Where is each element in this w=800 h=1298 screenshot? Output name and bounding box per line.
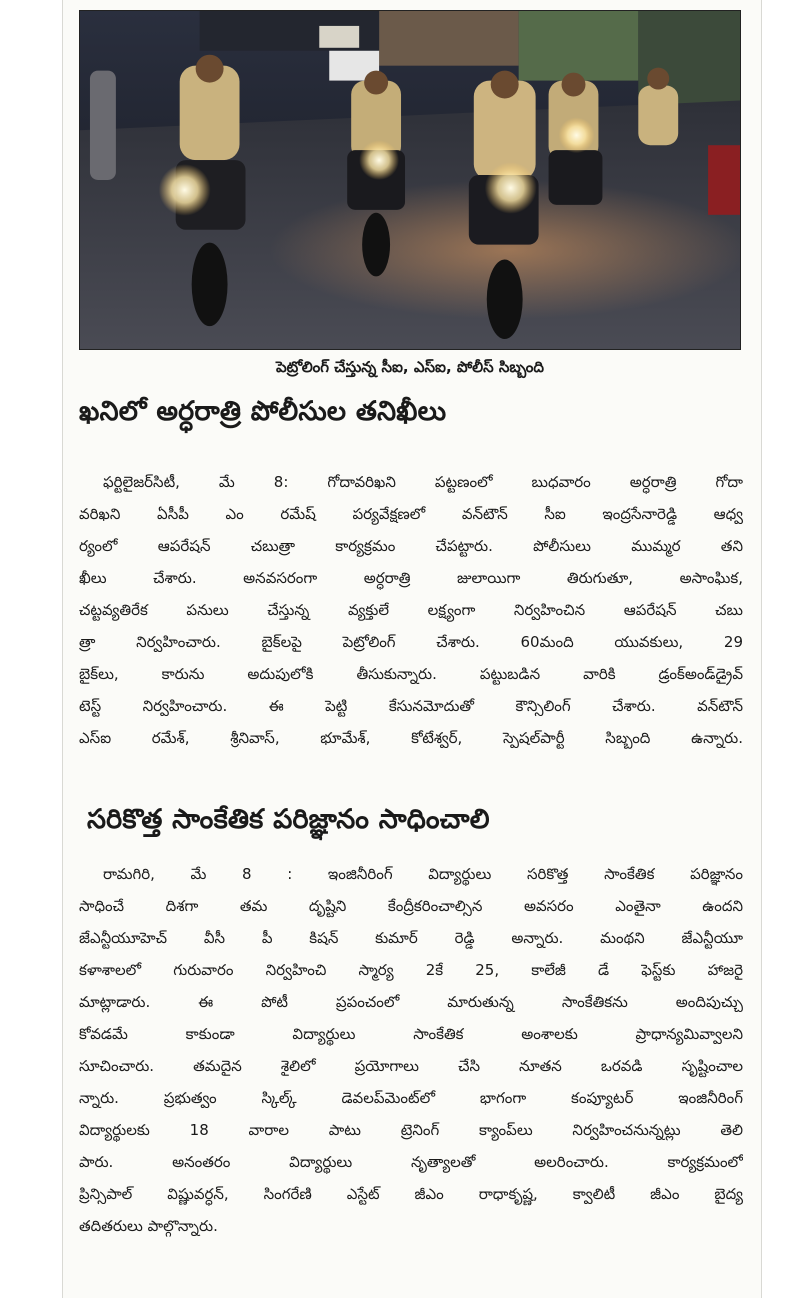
article-2-line: పారు. అనంతరం విద్యార్థులు నృత్యాలతో అలరించారు. కార్యక్రమంలో [79,1153,743,1171]
police-patrol-photo [79,10,741,350]
article-1-body [79,466,743,754]
article-1-headline: ఖనిలో అర్ధరాత్రి పోలీసుల తనిఖీలు [79,396,447,427]
article-2-line: రామగిరి, మే 8 : ఇంజినీరింగ్ విద్యార్థులు సరికొత్త సాంకేతిక పరిజ్ఞానం [103,865,743,883]
photo-caption: పెట్రోలింగ్ చేస్తున్న సీఐ, ఎస్ఐ, పోలీస్ సిబ్బంది [276,358,544,376]
article-2-body [79,858,743,1242]
article-2-line: న్నారు. ప్రభుత్వం స్కిల్క్ డెవలప్‌మెంట్‌లో భాగంగా కంప్యూటర్ ఇంజినీరింగ్ [79,1089,743,1107]
article-2-line: కళాశాలలో గురువారం నిర్వహించి స్మార్య 2కే 25, కాలేజీ డే ఫెస్ట్‌కు హాజరై [79,961,743,979]
article-1-line: చట్టవ్యతిరేక పనులు చేస్తున్న వ్యక్తులే లక్ష్యంగా నిర్వహించిన ఆపరేషన్ చబు [79,601,743,619]
article-2-line: సూచించారు. తమదైన శైలిలో ప్రయోగాలు చేసి నూతన ఒరవడి సృష్టించాల [79,1057,743,1075]
article-2-line: ప్రిన్సిపాల్ విష్ణువర్ధన్, సింగరేణి ఎస్టేట్ జీఎం రాధాకృష్ణ, క్వాలిటీ జీఎం బైద్య [79,1185,743,1203]
article-1-line: త్రా నిర్వహించారు. బైక్‌లపై పెట్రోలింగ్ చేశారు. 60మంది యువకులు, 29 [79,633,743,651]
rider-4 [549,73,603,205]
article-2-line: విద్యార్థులకు 18 వారాల పాటు ట్రెనింగ్ క్యాంప్‌లు నిర్వహించనున్నట్లు తెలి [79,1121,743,1139]
article-2-line: తదితరులు పాల్గొన్నారు. [79,1217,218,1235]
article-2-line: జేఎన్టీయూహెచ్ వీసీ పీ కిషన్ కుమార్ రెడ్డి అన్నారు. మంథని జేఎన్టీయూ [79,929,743,947]
newspaper-clipping [62,0,762,1298]
article-1-line: ఎస్ఐ రమేశ్, శ్రీనివాస్, భూమేశ్, కోటేశ్వర్, స్పెషల్‌పార్టీ సిబ్బంది ఉన్నారు. [79,729,743,747]
article-2-headline: సరికొత్త సాంకేతిక పరిజ్ఞానం సాధించాలి [87,804,490,835]
photo-illustration [80,11,740,349]
article-1-line: వరిఖని ఏసీపీ ఎం రమేష్ పర్యవేక్షణలో వన్‌టౌన్ సీఐ ఇంద్రసేనారెడ్డి ఆధ్వ [79,505,743,523]
article-1-line: ర్యంలో ఆపరేషన్ చబుత్రా కార్యక్రమం చేపట్టారు. పోలీసులు ముమ్మర తని [79,537,743,555]
article-1-line: ఫర్టిలైజర్‌సిటీ, మే 8: గోదావరిఖని పట్టణంలో బుధవారం అర్ధరాత్రి గోదా [103,473,743,491]
article-2-line: మాట్లాడారు. ఈ పోటీ ప్రపంచంలో మారుతున్న సాంకేతికను అందిపుచ్చు [79,993,743,1011]
article-2-line: సాధించే దిశగా తమ దృష్టిని కేంద్రీకరించాల్సిన అవసరం ఎంతైనా ఉందని [79,897,743,915]
article-1-line: బైక్‌లు, కారును అదుపులోకి తీసుకున్నారు. పట్టుబడిన వారికి డ్రంక్‌అండ్‌డ్రైవ్ [79,665,743,683]
article-2-line: కోవడమే కాకుండా విద్యార్థులు సాంకేతిక అంశాలకు ప్రాధాన్యమివ్వాలని [79,1025,743,1043]
article-1-line: ఖీలు చేశారు. అనవసరంగా అర్ధరాత్రి జులాయిగా తిరుగుతూ, అసాంఘిక, [79,569,743,587]
article-1-line: టెస్ట్ నిర్వహించారు. ఈ పెట్టి కేసునమోదుతో కౌన్సిలింగ్ చేశారు. వన్‌టౌన్ [79,697,743,715]
